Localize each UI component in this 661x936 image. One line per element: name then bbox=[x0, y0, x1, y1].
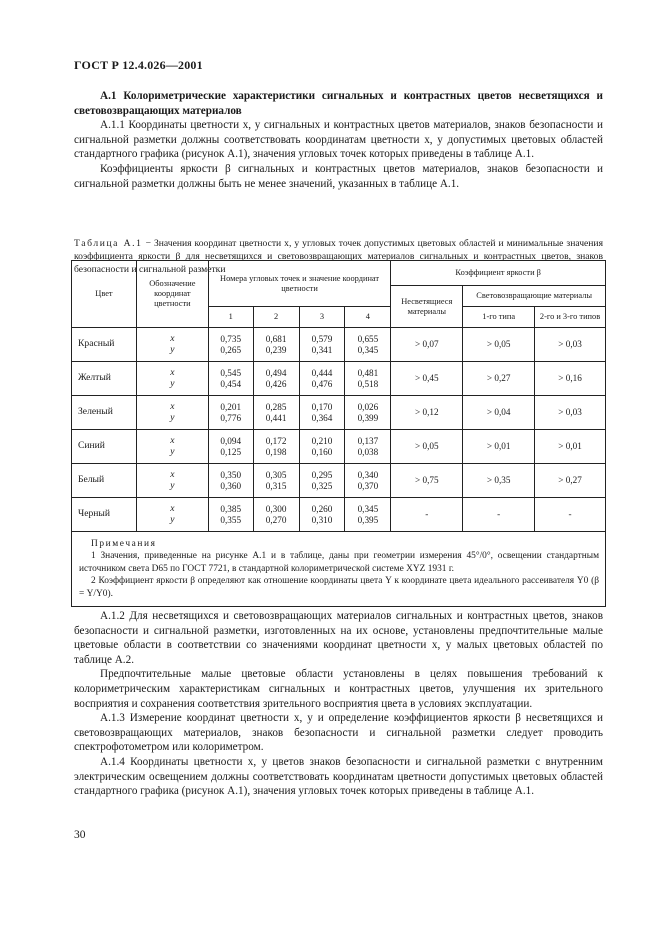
row-point-1-values bbox=[208, 362, 253, 396]
coord-x-label: x bbox=[170, 503, 175, 514]
row-point-3-values bbox=[299, 396, 345, 430]
row-luminance-b-t23: > 0,03 bbox=[535, 396, 606, 430]
x-value: 0,494 bbox=[265, 368, 287, 378]
y-value: 0,315 bbox=[265, 480, 287, 491]
x-value: 0,305 bbox=[265, 470, 287, 480]
paragraph-a1-3: А.1.3 Измерение координат цветности x, y и определение коэффициентов яркости β несветящихся и световозвращающих материалов, знаков безопасности и сигнальной разметки следует проводить спектрофотометром или колориметром. bbox=[74, 712, 603, 754]
row-coord-labels bbox=[136, 464, 208, 498]
row-color-name: Белый bbox=[72, 464, 137, 498]
y-value: 0,038 bbox=[357, 446, 379, 457]
row-luminance-b-t1: > 0,04 bbox=[463, 396, 535, 430]
header-nonluminous: Несветящиеся материалы bbox=[391, 286, 463, 328]
y-value: 0,360 bbox=[220, 480, 242, 491]
row-point-4-values bbox=[345, 328, 391, 362]
y-value: 0,160 bbox=[311, 446, 333, 457]
table-notes bbox=[72, 532, 606, 607]
paragraph-a1-1: А.1.1 Координаты цветности x, y сигнальных и контрастных цветов материалов, знаков безопасности и сигнальной разметки должны соответствовать координатам цветности x, y допустимых цветовых областей стандартного графика (рисунок А.1), значения угловых точек которых приведены в таблице А.1. bbox=[74, 119, 603, 161]
x-value: 0,172 bbox=[265, 436, 287, 446]
x-value: 0,681 bbox=[265, 334, 287, 344]
coord-x-label: x bbox=[170, 435, 175, 446]
table-row bbox=[72, 362, 606, 396]
x-value: 0,170 bbox=[311, 402, 333, 412]
paragraph-a1-4: А.1.4 Координаты цветности x, y цветов знаков безопасности и сигнальной разметки с внутренним электрическим освещением должны соответствовать координатам цветности допустимых цветовых областей стандартного графика (рисунок А.1), значения угловых точек которых приведены в таблице А.1. bbox=[74, 755, 603, 798]
x-value: 0,300 bbox=[265, 504, 287, 514]
x-value: 0,481 bbox=[357, 368, 379, 378]
row-point-1-values bbox=[208, 464, 253, 498]
x-value: 0,260 bbox=[311, 504, 333, 514]
row-luminance-b-t23: > 0,27 bbox=[535, 464, 606, 498]
y-value: 0,325 bbox=[311, 480, 333, 491]
coord-x-label: x bbox=[170, 333, 175, 344]
row-luminance-b-t1: > 0,05 bbox=[463, 328, 535, 362]
y-value: 0,265 bbox=[220, 344, 242, 355]
y-value: 0,345 bbox=[357, 344, 379, 355]
y-value: 0,399 bbox=[357, 412, 379, 423]
row-point-2-values bbox=[253, 362, 299, 396]
table-row bbox=[72, 328, 606, 362]
y-value: 0,454 bbox=[220, 378, 242, 389]
row-point-2-values bbox=[253, 464, 299, 498]
x-value: 0,345 bbox=[357, 504, 379, 514]
row-luminance-b-non: > 0,05 bbox=[391, 430, 463, 464]
row-color-name: Желтый bbox=[72, 362, 137, 396]
note-2: 2 Коэффициент яркости β определяют как отношение координаты цвета Y к координате цвета идеального рассеивателя Y0 (β = Y/Y0). bbox=[79, 576, 599, 599]
header-type1: 1-го типа bbox=[463, 307, 535, 328]
paragraph-luminance: Коэффициенты яркости β сигнальных и контрастных цветов материалов, знаков безопасности и сигнальной разметки должны быть не менее значений, указанных в таблице А.1. bbox=[74, 162, 603, 190]
row-point-1-values bbox=[208, 430, 253, 464]
row-luminance-b-t23: > 0,16 bbox=[535, 362, 606, 396]
section-title: А.1 Колориметрические характеристики сигнальных и контрастных цветов несветящихся и световозвращающих материалов bbox=[74, 90, 603, 117]
row-color-name: Красный bbox=[72, 328, 137, 362]
x-value: 0,094 bbox=[220, 436, 242, 446]
row-point-1-values bbox=[208, 396, 253, 430]
y-value: 0,776 bbox=[220, 412, 242, 423]
row-point-4-values bbox=[345, 498, 391, 532]
row-luminance-b-non: > 0,45 bbox=[391, 362, 463, 396]
row-luminance-b-non: > 0,07 bbox=[391, 328, 463, 362]
header-designation: Обозначение координат цветности bbox=[136, 261, 208, 328]
row-point-2-values bbox=[253, 328, 299, 362]
x-value: 0,026 bbox=[357, 402, 379, 412]
row-luminance-b-non: > 0,12 bbox=[391, 396, 463, 430]
table-caption-label: Таблица А.1 bbox=[74, 238, 143, 249]
header-type23: 2-го и 3-го типов bbox=[535, 307, 606, 328]
x-value: 0,137 bbox=[357, 436, 379, 446]
y-value: 0,364 bbox=[311, 412, 333, 423]
row-coord-labels bbox=[136, 430, 208, 464]
row-color-name: Синий bbox=[72, 430, 137, 464]
row-color-name: Зеленый bbox=[72, 396, 137, 430]
coord-y-label: y bbox=[170, 343, 175, 355]
y-value: 0,370 bbox=[357, 480, 379, 491]
header-luminance: Коэффициент яркости β bbox=[391, 261, 606, 286]
y-value: 0,426 bbox=[265, 378, 287, 389]
table-row bbox=[72, 430, 606, 464]
row-point-3-values bbox=[299, 498, 345, 532]
coord-x-label: x bbox=[170, 367, 175, 378]
header-point-3: 3 bbox=[299, 307, 345, 328]
row-luminance-b-t23: > 0,01 bbox=[535, 430, 606, 464]
header-corner-points: Номера угловых точек и значение координат цветности bbox=[208, 261, 391, 307]
y-value: 0,476 bbox=[311, 378, 333, 389]
x-value: 0,285 bbox=[265, 402, 287, 412]
row-luminance-b-t1: > 0,35 bbox=[463, 464, 535, 498]
row-point-3-values bbox=[299, 328, 345, 362]
row-point-1-values bbox=[208, 328, 253, 362]
y-value: 0,239 bbox=[265, 344, 287, 355]
row-point-3-values bbox=[299, 362, 345, 396]
table-body bbox=[72, 328, 606, 532]
row-coord-labels bbox=[136, 498, 208, 532]
section-a1 bbox=[74, 89, 603, 191]
row-luminance-b-t1: > 0,01 bbox=[463, 430, 535, 464]
row-point-3-values bbox=[299, 464, 345, 498]
row-coord-labels bbox=[136, 328, 208, 362]
x-value: 0,579 bbox=[311, 334, 333, 344]
paragraph-a1-2: А.1.2 Для несветящихся и световозвращающих материалов сигнальных и контрастных цветов, знаков безопасности и сигнальной разметки, изготовленных на их основе, установлены предпочтительные малые цветовые области в соответствии со значениями координат цветности x, y малых цветовых областей по таблице А.2. bbox=[74, 610, 603, 666]
row-point-4-values bbox=[345, 396, 391, 430]
y-value: 0,441 bbox=[265, 412, 287, 423]
row-point-2-values bbox=[253, 498, 299, 532]
row-point-4-values bbox=[345, 464, 391, 498]
x-value: 0,735 bbox=[220, 334, 242, 344]
y-value: 0,270 bbox=[265, 514, 287, 525]
y-value: 0,198 bbox=[265, 446, 287, 457]
table-row bbox=[72, 464, 606, 498]
row-luminance-b-non: - bbox=[391, 498, 463, 532]
coord-y-label: y bbox=[170, 411, 175, 423]
coord-x-label: x bbox=[170, 401, 175, 412]
x-value: 0,210 bbox=[311, 436, 333, 446]
y-value: 0,341 bbox=[311, 344, 333, 355]
x-value: 0,350 bbox=[220, 470, 242, 480]
page-number: 30 bbox=[74, 829, 86, 841]
row-coord-labels bbox=[136, 396, 208, 430]
x-value: 0,545 bbox=[220, 368, 242, 378]
x-value: 0,655 bbox=[357, 334, 379, 344]
x-value: 0,385 bbox=[220, 504, 242, 514]
x-value: 0,444 bbox=[311, 368, 333, 378]
coord-x-label: x bbox=[170, 469, 175, 480]
header-point-1: 1 bbox=[208, 307, 253, 328]
y-value: 0,310 bbox=[311, 514, 333, 525]
y-value: 0,125 bbox=[220, 446, 242, 457]
y-value: 0,518 bbox=[357, 378, 379, 389]
x-value: 0,201 bbox=[220, 402, 242, 412]
x-value: 0,340 bbox=[357, 470, 379, 480]
coord-y-label: y bbox=[170, 377, 175, 389]
section-continuation bbox=[74, 609, 603, 799]
row-luminance-b-t1: > 0,27 bbox=[463, 362, 535, 396]
document-code: ГОСТ Р 12.4.026—2001 bbox=[74, 58, 203, 72]
table-caption-text: − Значения координат цветности x, y угловых точек допустимых цветовых областей и минимальные значения коэффициента яркости β для несветящихся и световозвращающих материалов сигнальных и контрастных цветов, знаков безопасности и сигнальной разметки bbox=[74, 238, 603, 275]
table-row bbox=[72, 498, 606, 532]
header-point-4: 4 bbox=[345, 307, 391, 328]
header-retroreflective: Световозвращающие материалы bbox=[463, 286, 606, 307]
table-row bbox=[72, 396, 606, 430]
y-value: 0,355 bbox=[220, 514, 242, 525]
row-luminance-b-t1: - bbox=[463, 498, 535, 532]
row-point-3-values bbox=[299, 430, 345, 464]
chromaticity-table bbox=[71, 260, 606, 607]
coord-y-label: y bbox=[170, 479, 175, 491]
row-point-4-values bbox=[345, 430, 391, 464]
row-point-2-values bbox=[253, 430, 299, 464]
row-luminance-b-non: > 0,75 bbox=[391, 464, 463, 498]
row-luminance-b-t23: > 0,03 bbox=[535, 328, 606, 362]
row-coord-labels bbox=[136, 362, 208, 396]
row-point-4-values bbox=[345, 362, 391, 396]
header-point-2: 2 bbox=[253, 307, 299, 328]
row-point-1-values bbox=[208, 498, 253, 532]
notes-title: Примечания bbox=[91, 539, 157, 549]
note-1: 1 Значения, приведенные на рисунке А.1 и в таблице, даны при геометрии измерения 45°/0°, освещении стандартным источником света D65 по ГОСТ 7721, в стандартной колориметрической системе XYZ 1931 г. bbox=[79, 551, 599, 574]
header-color: Цвет bbox=[72, 261, 137, 328]
coord-y-label: y bbox=[170, 445, 175, 457]
y-value: 0,395 bbox=[357, 514, 379, 525]
coord-y-label: y bbox=[170, 513, 175, 525]
row-luminance-b-t23: - bbox=[535, 498, 606, 532]
paragraph-preferred-areas: Предпочтительные малые цветовые области установлены в целях повышения требований к колориметрическим характеристикам сигнальных и контрастных цветов, улучшения их зрительного восприятия и сохранения соответствия зрительного восприятия цвета в условиях эксплуатации. bbox=[74, 668, 603, 710]
row-color-name: Черный bbox=[72, 498, 137, 532]
row-point-2-values bbox=[253, 396, 299, 430]
x-value: 0,295 bbox=[311, 470, 333, 480]
